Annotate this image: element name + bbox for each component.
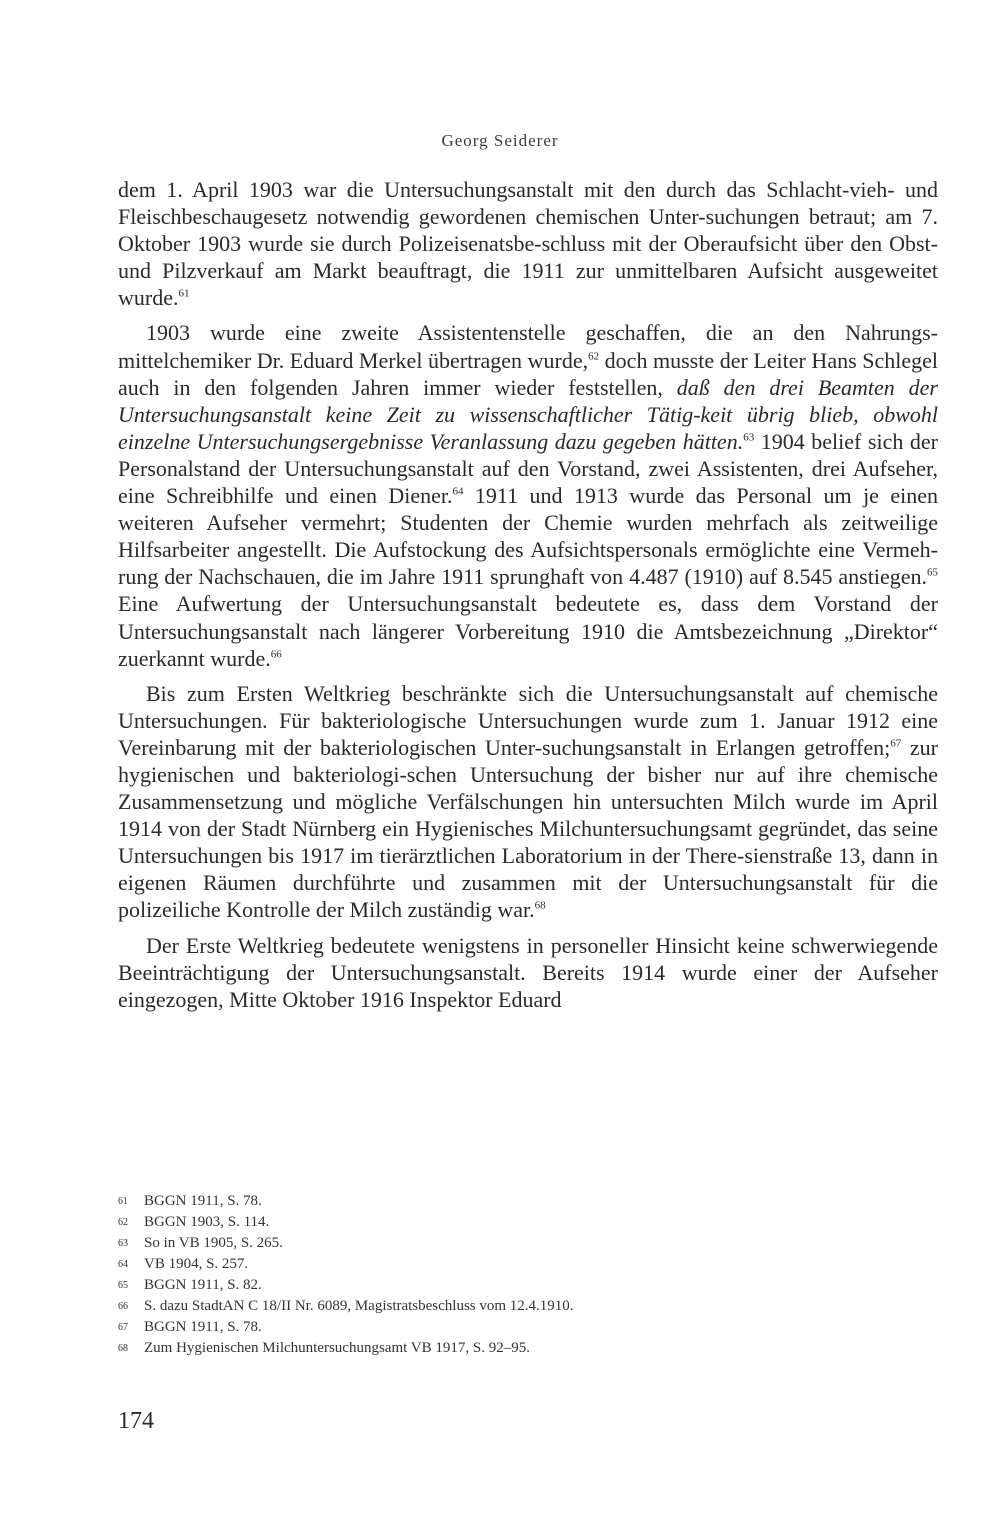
paragraph-3 [118,680,938,924]
footnote-text: BGGN 1911, S. 78. [144,1319,262,1335]
quotation-italic: daß den drei Beamten der Untersuchungsanstalt keine Zeit zu wissenschaftlicher Tätig-keit übrig blieb, obwohl einzelne Untersuchungsergebnisse Veranlassung dazu gegeben hätten. [118,374,938,454]
paragraph-4 [118,932,938,1013]
footnote-text: S. dazu StadtAN C 18/II Nr. 6089, Magistratsbeschluss vom 12.4.1910. [144,1298,574,1314]
footnote-number: 62 [118,1217,128,1228]
body-text [118,176,938,1021]
footnote [118,1296,938,1317]
footnote-text: BGGN 1903, S. 114. [144,1214,270,1230]
paragraph-text: Eine Aufwertung der Untersuchungsanstalt bedeutete es, dass dem Vorstand der Untersuchungsanstalt nach längerer Vorbereitung 1910 die Amtsbezeichnung „Direktor“ zuerkannt wurde. [118,591,938,671]
paragraph-1 [118,176,938,311]
footnote-number: 64 [118,1259,128,1270]
footnote [118,1275,938,1296]
footnote-ref: 68 [534,900,546,913]
footnote-ref: 64 [452,485,464,498]
footnote [118,1233,938,1254]
footnote [118,1254,938,1275]
footnote-ref: 61 [178,288,190,301]
paragraph-text: 1904 belief sich der Personalstand der Untersuchungsanstalt auf den Vorstand, zwei Assistenten, drei Aufseher, eine Schreibhilfe und einen Diener. [118,428,938,509]
footnote [118,1317,938,1338]
paragraph-text: doch musste der Leiter Hans Schlegel auch in den folgenden Jahren immer wieder feststellen, [118,347,938,400]
paragraph-text: 1903 wurde eine zweite Assistentenstelle geschaffen, die an den Nahrungs-mittelchemiker Dr. Eduard Merkel übertragen wurde, [118,320,938,373]
paragraph-text: dem 1. April 1903 war die Untersuchungsanstalt mit den durch das Schlacht-vieh- und Fleischbeschaugesetz notwendig gewordenen chemischen Unter-suchungen betraut; am 7. Oktober 1903 wurde sie durch Polizeisenatsbe-schluss mit der Oberaufsicht über den Obst- und Pilzverkauf am Markt beauftragt, die 1911 zur unmittelbaren Aufsicht ausgeweitet wurde. [118,177,938,311]
footnote-text: BGGN 1911, S. 78. [144,1193,262,1209]
footnote-number: 68 [118,1343,128,1354]
footnote-text: VB 1904, S. 257. [144,1256,249,1272]
footnote-ref: 63 [743,431,755,444]
footnote [118,1191,938,1212]
footnote-text: Zum Hygienischen Milchuntersuchungsamt VB 1917, S. 92–95. [144,1340,530,1356]
footnote-ref: 66 [270,648,282,661]
paragraph-text: Der Erste Weltkrieg bedeutete wenigstens in personeller Hinsicht keine schwerwiegende Beeinträchtigung der Untersuchungsanstalt. Bereits 1914 wurde einer der Aufseher eingezogen, Mitte Oktober 1916 Inspektor Eduard [118,932,938,1012]
paragraph-text: Bis zum Ersten Weltkrieg beschränkte sich die Untersuchungsanstalt auf chemische Untersuchungen. Für bakteriologische Untersuchungen wurde zum 1. Januar 1912 eine Vereinbarung mit der bakteriologischen Unter-suchungsanstalt in Erlangen getroffen; [118,680,938,760]
paragraph-text: zur hygienischen und bakteriologi-schen Untersuchung der bisher nur auf ihre chemische Zusammensetzung und mögliche Verfälschungen hin untersuchten Milch wurde im April 1914 von der Stadt Nürnberg ein Hygienisches Milchuntersuchungsamt gegründet, das seine Untersuchungen bis 1917 im tierärztlichen Laboratorium in der There-sienstraße 13, dann in eigenen Räumen durchführte und zusammen mit der Untersuchungsanstalt für die polizeiliche Kontrolle der Milch zuständig war. [118,734,939,923]
footnotes [118,1191,938,1359]
footnote [118,1212,938,1233]
paragraph-text: 1911 und 1913 wurde das Personal um je einen weiteren Aufseher vermehrt; Studenten der Chemie wurden mehrfach als zeitweilige Hilfsarbeiter angestellt. Die Aufstockung des Aufsichtspersonals ermöglichte eine Vermeh-rung der Nachschauen, die im Jahre 1911 sprunghaft von 4.487 (1910) auf 8.545 anstiegen. [118,483,938,590]
running-head: Georg Seiderer [441,131,559,150]
footnote [118,1338,938,1359]
footnote-number: 66 [118,1301,128,1312]
footnote-number: 63 [118,1238,128,1249]
footnote-number: 67 [118,1322,128,1333]
footnote-ref: 65 [927,566,938,579]
footnote-number: 61 [118,1196,128,1207]
footnote-text: BGGN 1911, S. 82. [144,1277,262,1293]
footnote-ref: 62 [588,350,600,363]
footnote-number: 65 [118,1280,128,1291]
footnote-ref: 67 [890,737,902,750]
page-number: 174 [118,1408,154,1434]
footnote-text: So in VB 1905, S. 265. [144,1235,283,1251]
paragraph-2 [118,319,938,671]
